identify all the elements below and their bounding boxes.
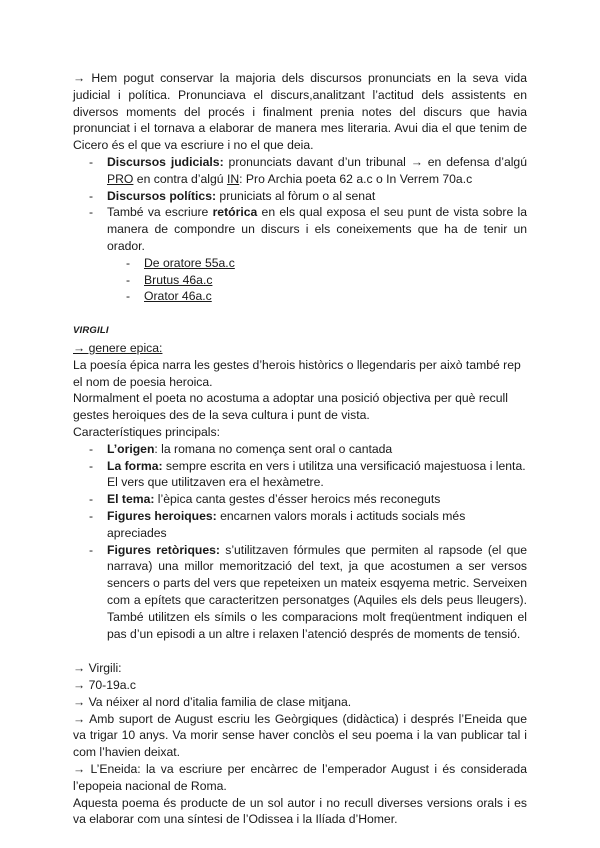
list-item: - L’origen: la romana no comença sent oral o cantada [107, 441, 527, 458]
paragraph: La poesía épica narra les gestes d’herois històrics o llegendaris per això també rep el nom de poesia heroica. [73, 357, 521, 389]
list-item: - També va escriure retórica en els qual exposa el seu punt de vista sobre la manera de compondre un discurs i els coneixements que ha de tenir un orador. - De oratore 55a.c - Brutus 46a.c - Orator 46a.c [107, 204, 527, 305]
work-item: - Brutus 46a.c [144, 272, 527, 289]
term-label: Figures retòriques: [107, 542, 220, 557]
paragraph: Normalment el poeta no acostuma a adoptar una posició objectiva per què recull gestes heroiques des de la seva cultura i punt de vista. [73, 391, 508, 423]
term-label: El tema: [107, 492, 155, 507]
bio-line: → 70-19a.c [73, 678, 137, 693]
cicero-speech-list [73, 154, 527, 305]
section-title: VIRGILI [73, 325, 109, 337]
list-item: - La forma: sempre escrita en vers i utilitza una versificació majestuosa i lenta. El vers que utilitzaven era el hexàmetre. [107, 458, 527, 492]
term-label: retórica [212, 205, 258, 220]
term-label: Discursos polítics: [107, 188, 217, 203]
pro-term: PRO [107, 171, 134, 186]
in-term: IN [226, 171, 240, 186]
bio-line: → Va néixer al nord d’italia familia de clase mitjana. [73, 694, 352, 709]
bio-line: → Virgili: [73, 661, 122, 676]
list-item: - El tema: l’èpica canta gestes d’ésser heroics més reconeguts [107, 491, 527, 508]
genre-heading: → genere epica: [73, 340, 163, 355]
bio-line: → Amb suport de August escriu les Geòrgiques (didàctica) i després l’Eneida que va trigar 10 anys. Va morir sense haver conclòs el seu poema i la van publicar tal i com l’havien deixat. [73, 711, 527, 760]
bio-line: → L’Eneida: la va escriure per encàrrec de l’emperador August i és considerada l’epopeia nacional de Roma. [73, 762, 527, 793]
work-item: - De oratore 55a.c [144, 255, 527, 272]
bio-line: Aquesta poema és producte de un sol autor i no recull diverses versions orals i es va elaborar com una síntesi de l’Odissea i la Ilíada d’Homer. [73, 795, 527, 827]
document-page [73, 70, 527, 828]
term-label: Discursos judicials: [107, 154, 224, 169]
work-item: - Orator 46a.c [144, 288, 527, 305]
term-label: Figures heroiques: [107, 508, 217, 523]
cicero-intro: → Hem pogut conservar la majoria dels discursos pronunciats en la seva vida judicial i política. Pronunciava el discurs,analitzant l’actitud dels assistents en diversos moments del procés i finalment prenia notes del discurs que havia pronunciat i el tornava a elaborar de manera mes literaria. Avui dia el que tenim de Cicero és el que va escriure i no el que deia. [73, 71, 527, 153]
term-label: La forma: [107, 458, 163, 473]
list-item: - Figures retòriques: s’utilitzaven fórmules que permiten al rapsode (el que narrava) una millor memorització del text, ja que acostumen a ser versos sencers o parts del vers que repeteixen un mateix esqyema metric. Serveixen com a epítets que caracteritzen personatges (Aquiles els dels peus lleugers). També utilitzen els símils o les comparacions molt freqüentment indiquen el pas d’un episodi a un altre i relaxen l’atenció després de moments de tensió. [107, 542, 527, 643]
term-label: L’origen [107, 441, 155, 456]
list-item: - Discursos judicials: pronunciats davant d’un tribunal → en defensa d’algú PRO en contra d’algú IN: Pro Archia poeta 62 a.c o In Verrem 70a.c [107, 154, 527, 188]
list-item: - Discursos polítics: pruniciats al fòrum o al senat [107, 188, 527, 205]
features-list [73, 441, 527, 643]
features-heading: Característiques principals: [73, 424, 220, 439]
list-item: - Figures heroiques: encarnen valors morals i actituds socials més apreciades [107, 508, 527, 542]
works-list [107, 255, 527, 305]
